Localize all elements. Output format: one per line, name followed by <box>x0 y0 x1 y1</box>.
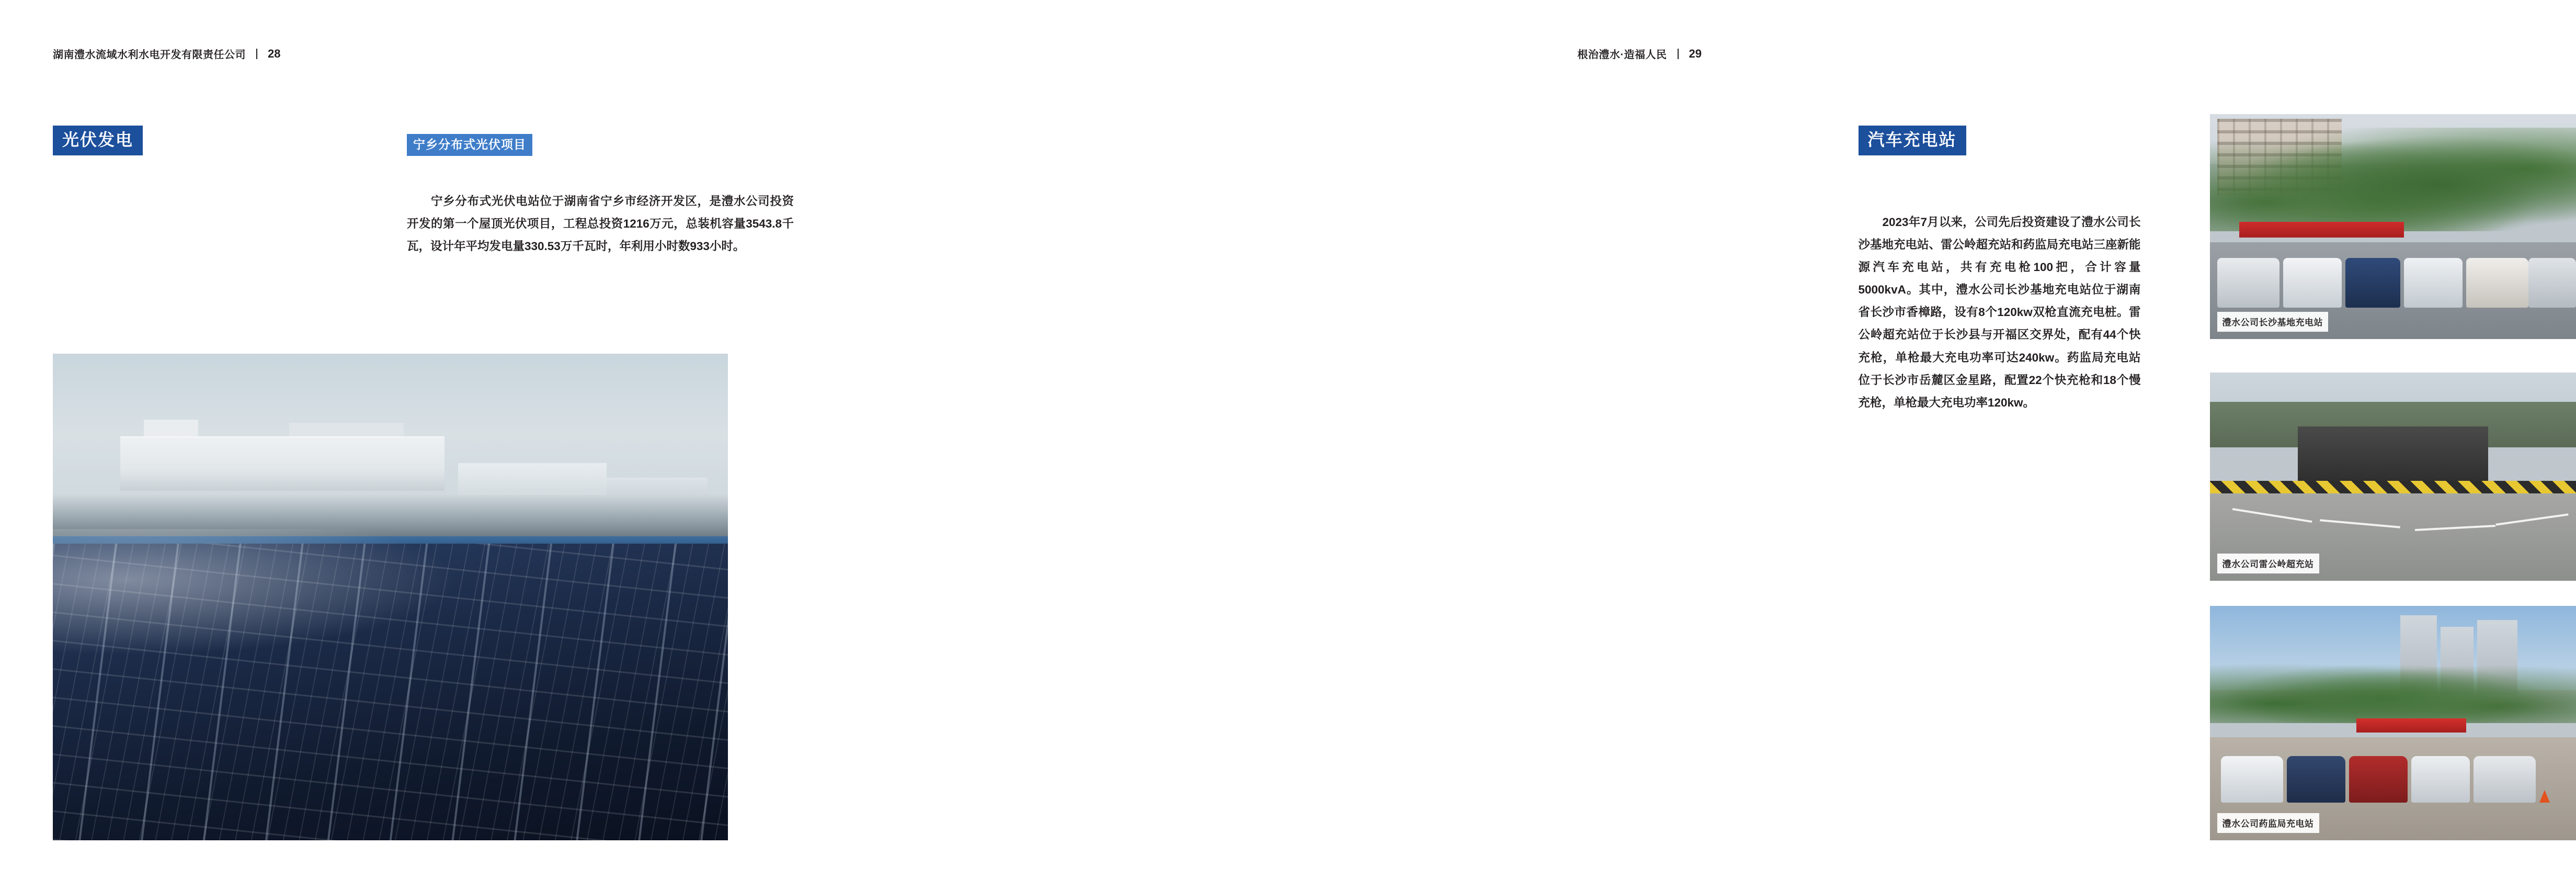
photo-caption: 澧水公司药监局充电站 <box>2217 813 2319 833</box>
photo3-car <box>2474 756 2536 803</box>
right-page <box>877 0 2323 890</box>
photo-leigongling-supercharge-station <box>2210 373 2576 581</box>
photo1-trees <box>2210 128 2576 231</box>
body-text-charging-station: 2023年7月以来，公司先后投资建设了澧水公司长沙基地充电站、雷公岭超充站和药监局充电站三座新能源汽车充电站，共有充电枪100把，合计容量5000kvA。其中，澧水公司长沙基地充电站位于湖南省长沙市香樟路，设有8个120kw双枪直流充电桩。雷公岭超充站位于长沙县与开福区交界处，配有44个快充枪，单枪最大充电功率可达240kw。药监局充电站位于长沙市岳麓区金星路，配置22个快充枪和18个慢充枪，单枪最大充电功率120kw。 <box>1858 215 2141 409</box>
subsection-heading-ningxiang: 宁乡分布式光伏项目 <box>407 134 532 156</box>
page-number-right: 29 <box>1689 47 1702 60</box>
photo-caption: 澧水公司长沙基地充电站 <box>2217 312 2329 332</box>
running-head-divider <box>256 49 257 59</box>
photo1-car <box>2345 258 2400 308</box>
section-heading-photovoltaic: 光伏发电 <box>53 126 143 155</box>
photo3-car <box>2221 756 2283 803</box>
photo-solar-rooftop <box>53 354 728 840</box>
photo3-car <box>2349 756 2408 803</box>
photo-caption: 澧水公司雷公岭超充站 <box>2217 554 2319 573</box>
photo2-charging-canopy <box>2298 426 2488 480</box>
photo-sun-glare <box>0 529 458 656</box>
photo1-car <box>2466 258 2528 308</box>
running-head-right <box>1577 46 1702 61</box>
running-head-right-text: 根治澧水·造福人民 <box>1577 49 1667 61</box>
photo-drug-administration-station <box>2210 606 2576 840</box>
photo1-car <box>2283 258 2342 308</box>
photo3-traffic-cone <box>2539 790 2550 803</box>
section-heading-charging-station: 汽车充电站 <box>1859 126 1966 155</box>
photo-factory-building <box>120 436 444 491</box>
photo3-car <box>2287 756 2345 803</box>
photo3-trees <box>2210 658 2576 723</box>
page-number-left: 28 <box>268 47 281 60</box>
photo3-car <box>2411 756 2470 803</box>
running-head-divider-right <box>1678 49 1679 59</box>
running-head-left <box>53 46 280 61</box>
photo1-red-banner <box>2239 222 2404 238</box>
body-text-photovoltaic: 宁乡分布式光伏电站位于湖南省宁乡市经济开发区，是澧水公司投资开发的第一个屋顶光伏项目，工程总投资1216万元，总装机容量3543.8千瓦，设计年平均发电量330.53万千瓦时，年利用小时数933小时。 <box>407 194 794 253</box>
photo1-car <box>2528 258 2576 308</box>
left-page <box>0 0 877 890</box>
photo-changsha-base-station <box>2210 114 2576 339</box>
photo2-hazard-kerb <box>2210 481 2576 493</box>
running-head-left-text: 湖南澧水流域水利水电开发有限责任公司 <box>53 49 246 61</box>
photo3-red-banner <box>2356 718 2466 733</box>
photo1-car <box>2404 258 2463 308</box>
photo1-car <box>2217 258 2279 308</box>
